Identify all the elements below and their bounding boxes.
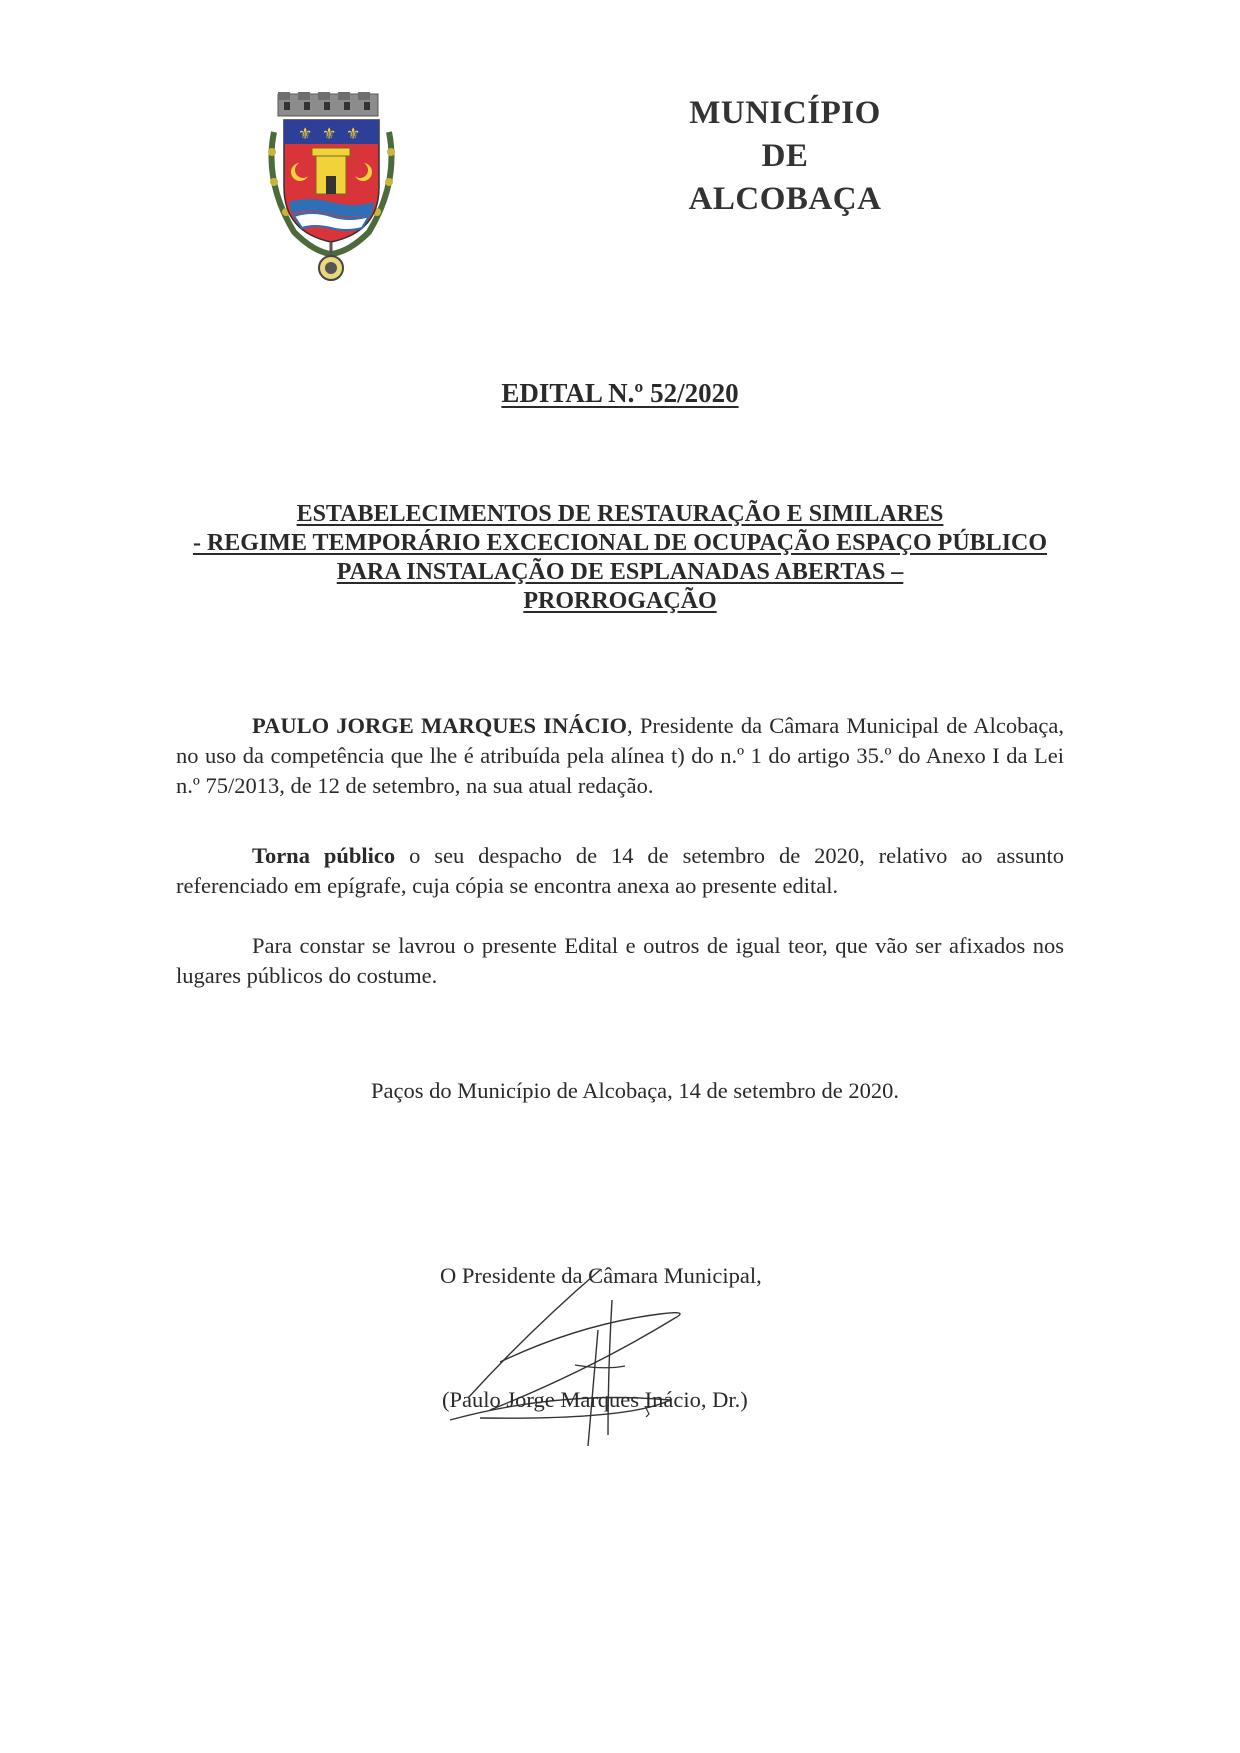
place-date-text: Paços do Município de Alcobaça, 14 de setembro de 2020. [370,1078,899,1103]
svg-text:⚜: ⚜ [298,124,313,143]
municipality-line-3: ALCOBAÇA [688,181,882,217]
alcobaca-coat-of-arms-icon [264,92,399,282]
paragraph-president [176,711,1064,801]
municipality-line-2: DE [761,138,809,174]
svg-text:⚜: ⚜ [346,124,361,143]
municipality-line-1: MUNICÍPIO [689,95,881,131]
subject-line-1: ESTABELECIMENTOS DE RESTAURAÇÃO E SIMILARES [296,501,944,527]
handwritten-signature-icon [440,1270,730,1470]
municipality-name [620,92,950,221]
paragraph-posting-text: Para constar se lavrou o presente Edital e outros de igual teor, que vão ser afixados nos lugares públicos do costume. [176,933,1064,988]
place-date-line [0,1078,1240,1104]
subject-heading [150,500,1090,616]
paragraph-announcement [176,841,1064,901]
svg-text:⚜: ⚜ [322,124,337,143]
announcement-lead: Torna público [252,843,396,868]
subject-line-4: PRORROGAÇÃO [523,588,717,614]
paragraph-posting [176,931,1064,991]
president-name: PAULO JORGE MARQUES INÁCIO [252,713,628,738]
signatory-name: (Paulo Jorge Marques Inácio, Dr.) [442,1387,748,1412]
signatory-role: O Presidente da Câmara Municipal, [440,1263,762,1288]
paragraph-president-text: , Presidente da Câmara Municipal de Alcobaça, no uso da competência que lhe é atribuída pela alínea t) do n.º 1 do artigo 35.º do Anexo I da Lei n.º 75/2013, de 12 de setembro, na sua atual redação. [176,713,1064,798]
subject-line-2: - REGIME TEMPORÁRIO EXCECIONAL DE OCUPAÇÃO ESPAÇO PÚBLICO [192,530,1048,556]
subject-line-3: PARA INSTALAÇÃO DE ESPLANADAS ABERTAS – [336,559,904,585]
edital-title: EDITAL N.º 52/2020 [501,378,739,408]
paragraph-announcement-text: o seu despacho de 14 de setembro de 2020, relativo ao assunto referenciado em epígrafe, cuja cópia se encontra anexa ao presente edital. [176,843,1064,898]
